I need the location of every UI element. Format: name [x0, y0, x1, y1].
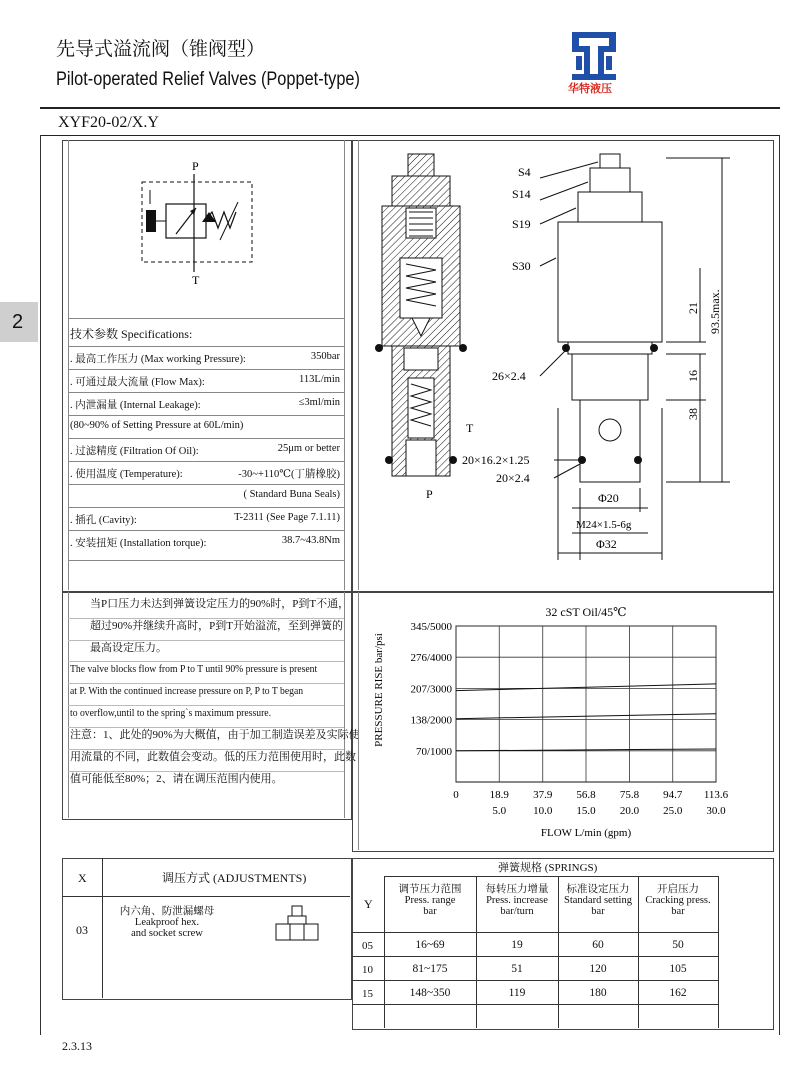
- springs-header: [384, 884, 476, 917]
- chart-y-ticks: [410, 621, 452, 758]
- spec-label: . 最高工作压力 (Max working Pressure):: [70, 354, 246, 365]
- springs-header-line: bar: [423, 906, 437, 918]
- springs-header-line: Cracking press.: [645, 895, 711, 907]
- springs-cell-standard: 60: [592, 939, 604, 951]
- springs-row-y: 10: [362, 964, 373, 976]
- chart-x-tick-gpm-label: 15.0: [576, 805, 596, 817]
- springs-cell-standard: 180: [589, 987, 607, 999]
- adjustments-col-x: X: [78, 871, 87, 885]
- spec-value: 38.7~43.8Nm: [281, 535, 340, 546]
- adjustments-title: 调压方式 (ADJUSTMENTS): [162, 871, 307, 885]
- hex-socket-screw-icon: [270, 904, 324, 948]
- spec-row: [68, 346, 344, 368]
- dim-935: 93.5max.: [708, 289, 722, 334]
- title-en: Pilot-operated Relief Valves (Poppet-type): [56, 69, 360, 90]
- springs-row-y: 15: [362, 988, 373, 1000]
- chart-ylabel: PRESSURE RISE bar/psi: [373, 633, 385, 747]
- spec-value: ≤3ml/min: [298, 397, 340, 408]
- spec-row: [68, 392, 344, 414]
- spec-value: -30~+110℃(丁腈橡胶): [238, 469, 340, 480]
- pressure-flow-chart: [360, 596, 770, 848]
- section-tab: [0, 302, 38, 342]
- springs-header-line: 开启压力: [657, 884, 699, 895]
- desc-en-line-3: to overflow,until to the spring`s maximum pressure.: [70, 707, 272, 719]
- chart-x-tick-gpm-label: 10.0: [533, 805, 553, 817]
- spec-row: [68, 415, 344, 437]
- dim-d20: Φ20: [598, 491, 619, 505]
- spec-label: . 过滤精度 (Filtration Of Oil):: [70, 446, 199, 457]
- note-line-3: 值可能低至80%；2、请在调压范围内使用。: [70, 773, 283, 785]
- springs-cell-standard: 120: [589, 963, 607, 975]
- chart-x-tick-label: 94.7: [663, 789, 683, 801]
- springs-cell-range: 148~350: [409, 987, 451, 999]
- chart-y-tick-label: 70/1000: [415, 745, 452, 758]
- desc-cn-line-3: 最高设定压力。: [90, 642, 167, 654]
- springs-header-line: Press. increase: [486, 895, 548, 907]
- adjustment-desc-cn: 内六角、防泄漏螺母: [119, 906, 215, 917]
- chart-x-tick-gpm-label: 5.0: [492, 805, 507, 817]
- spec-label: . 插孔 (Cavity):: [70, 515, 137, 526]
- springs-cell-cracking: 105: [669, 963, 687, 975]
- desc-en-line-1: The valve blocks flow from P to T until 90% pressure is present: [70, 663, 318, 675]
- chart-x-tick-label: 113.6: [703, 789, 729, 801]
- spec-value: 350bar: [310, 351, 340, 362]
- springs-header-line: Press. range: [404, 895, 456, 907]
- chart-title: 32 cST Oil/45℃: [545, 605, 627, 619]
- desc-cn-line-2: 超过90%并继续升高时，P到T开始溢流，至到弹簧的: [90, 620, 343, 632]
- adjustment-desc-en2: and socket screw: [131, 928, 203, 940]
- dim-s30: S30: [512, 259, 531, 273]
- section-port-t: T: [466, 421, 474, 435]
- adjustment-desc: [112, 906, 222, 939]
- section-port-p: P: [426, 487, 433, 501]
- brand-logo: [566, 30, 622, 100]
- springs-cell-range: 16~69: [415, 939, 445, 951]
- note-line-1: 注意：1、此处的90%为大概值，由于加工制造误差及实际使: [70, 729, 360, 741]
- chart-x-tick-label: 0: [453, 789, 459, 801]
- hydraulic-symbol: [120, 150, 270, 290]
- springs-cell-increase: 19: [511, 939, 523, 951]
- springs-cell-increase: 51: [511, 963, 523, 975]
- spec-label: . 安装扭矩 (Installation torque):: [70, 538, 207, 549]
- chart-x-ticks: [453, 789, 728, 817]
- chart-x-tick-label: 18.9: [489, 789, 509, 801]
- spec-value: ( Standard Buna Seals): [243, 489, 340, 500]
- spec-label: (80~90% of Setting Pressure at 60L/min): [70, 420, 244, 431]
- spec-value: 113L/min: [298, 374, 340, 385]
- springs-cell-range: 81~175: [412, 963, 448, 975]
- note-line-2: 用流量的不同，此数值会变动。低的压力范围使用时，此数: [70, 751, 356, 763]
- symbol-port-t: T: [192, 273, 200, 287]
- dim-m24: M24×1.5-6g: [576, 519, 632, 531]
- dim-s4: S4: [518, 165, 531, 179]
- chart-x-tick-gpm-label: 20.0: [619, 805, 640, 817]
- page-number: 2.3.13: [62, 1039, 92, 1053]
- adjustment-code: 03: [76, 923, 88, 937]
- springs-header-line: bar: [591, 906, 605, 918]
- springs-header: [558, 884, 638, 917]
- model-number: XYF20-02/X.Y: [58, 114, 159, 131]
- spec-row: [68, 369, 344, 391]
- spec-row: [68, 507, 344, 529]
- desc-en-line-2: at P. With the continued increase pressure on P, P to T began: [70, 685, 304, 697]
- springs-cell-increase: 119: [508, 987, 526, 999]
- brand-name: 华特液压: [568, 83, 612, 95]
- spec-value: T-2311 (See Page 7.1.11): [234, 512, 340, 523]
- springs-cell-cracking: 162: [669, 987, 687, 999]
- springs-title: 弹簧规格 (SPRINGS): [498, 862, 598, 874]
- spec-row: [68, 438, 344, 460]
- specs-heading: 技术参数 Specifications:: [70, 327, 193, 341]
- chart-x-tick-gpm-label: 30.0: [706, 805, 726, 817]
- springs-header: [476, 884, 558, 917]
- dim-21: 21: [686, 302, 700, 314]
- chart-x-tick-label: 75.8: [619, 789, 640, 801]
- chart-y-tick-label: 345/5000: [410, 621, 452, 633]
- spec-row: [68, 461, 344, 483]
- springs-header-line: 标准设定压力: [566, 884, 630, 895]
- title-cn: 先导式溢流阀（锥阀型）: [56, 39, 266, 60]
- dim-16: 16: [686, 370, 700, 382]
- springs-col-y: Y: [364, 897, 373, 911]
- spec-label: . 可通过最大流量 (Flow Max):: [70, 377, 205, 388]
- chart-y-tick-label: 276/4000: [410, 652, 452, 665]
- section-tab-label: 2: [12, 311, 24, 333]
- springs-header-line: Standard setting: [564, 895, 632, 907]
- spec-label: . 使用温度 (Temperature):: [70, 469, 183, 480]
- chart-x-tick-gpm-label: 25.0: [663, 805, 683, 817]
- dim-oring-20: 20×2.4: [496, 471, 530, 485]
- springs-cell-cracking: 50: [672, 939, 684, 951]
- chart-grid: [456, 626, 716, 782]
- springs-header-line: bar: [671, 906, 685, 918]
- springs-header: [638, 884, 718, 917]
- chart-xlabel: FLOW L/min (gpm): [540, 827, 632, 839]
- dim-d32: Φ32: [596, 537, 617, 551]
- chart-x-tick-label: 37.9: [533, 789, 553, 801]
- spec-label: . 内泄漏量 (Internal Leakage):: [70, 400, 201, 411]
- adjustment-desc-en1: Leakproof hex.: [134, 917, 200, 929]
- outline-dimension-drawing: [462, 148, 770, 568]
- brand-logo-icon: [566, 30, 622, 82]
- chart-y-tick-label: 138/2000: [410, 714, 452, 727]
- dim-s14: S14: [512, 187, 531, 201]
- chart-x-tick-label: 56.8: [576, 789, 596, 801]
- spec-row: [68, 484, 344, 506]
- springs-header-line: 调节压力范围: [398, 884, 462, 895]
- dim-oring-26: 26×2.4: [492, 369, 526, 383]
- dim-s19: S19: [512, 217, 531, 231]
- chart-y-tick-label: 207/3000: [410, 683, 452, 696]
- desc-cn-line-1: 当P口压力未达到弹簧设定压力的90%时，P到T不通，: [90, 598, 350, 610]
- spec-value: 25μm or better: [277, 443, 340, 454]
- dim-thread-seal: 20×16.2×1.25: [462, 453, 530, 467]
- spec-row: [68, 530, 344, 552]
- springs-row-y: 05: [362, 940, 373, 952]
- dim-38: 38: [686, 408, 700, 420]
- symbol-port-p: P: [192, 159, 199, 173]
- springs-header-line: 每转压力增量: [485, 884, 549, 895]
- springs-header-line: bar/turn: [500, 906, 534, 918]
